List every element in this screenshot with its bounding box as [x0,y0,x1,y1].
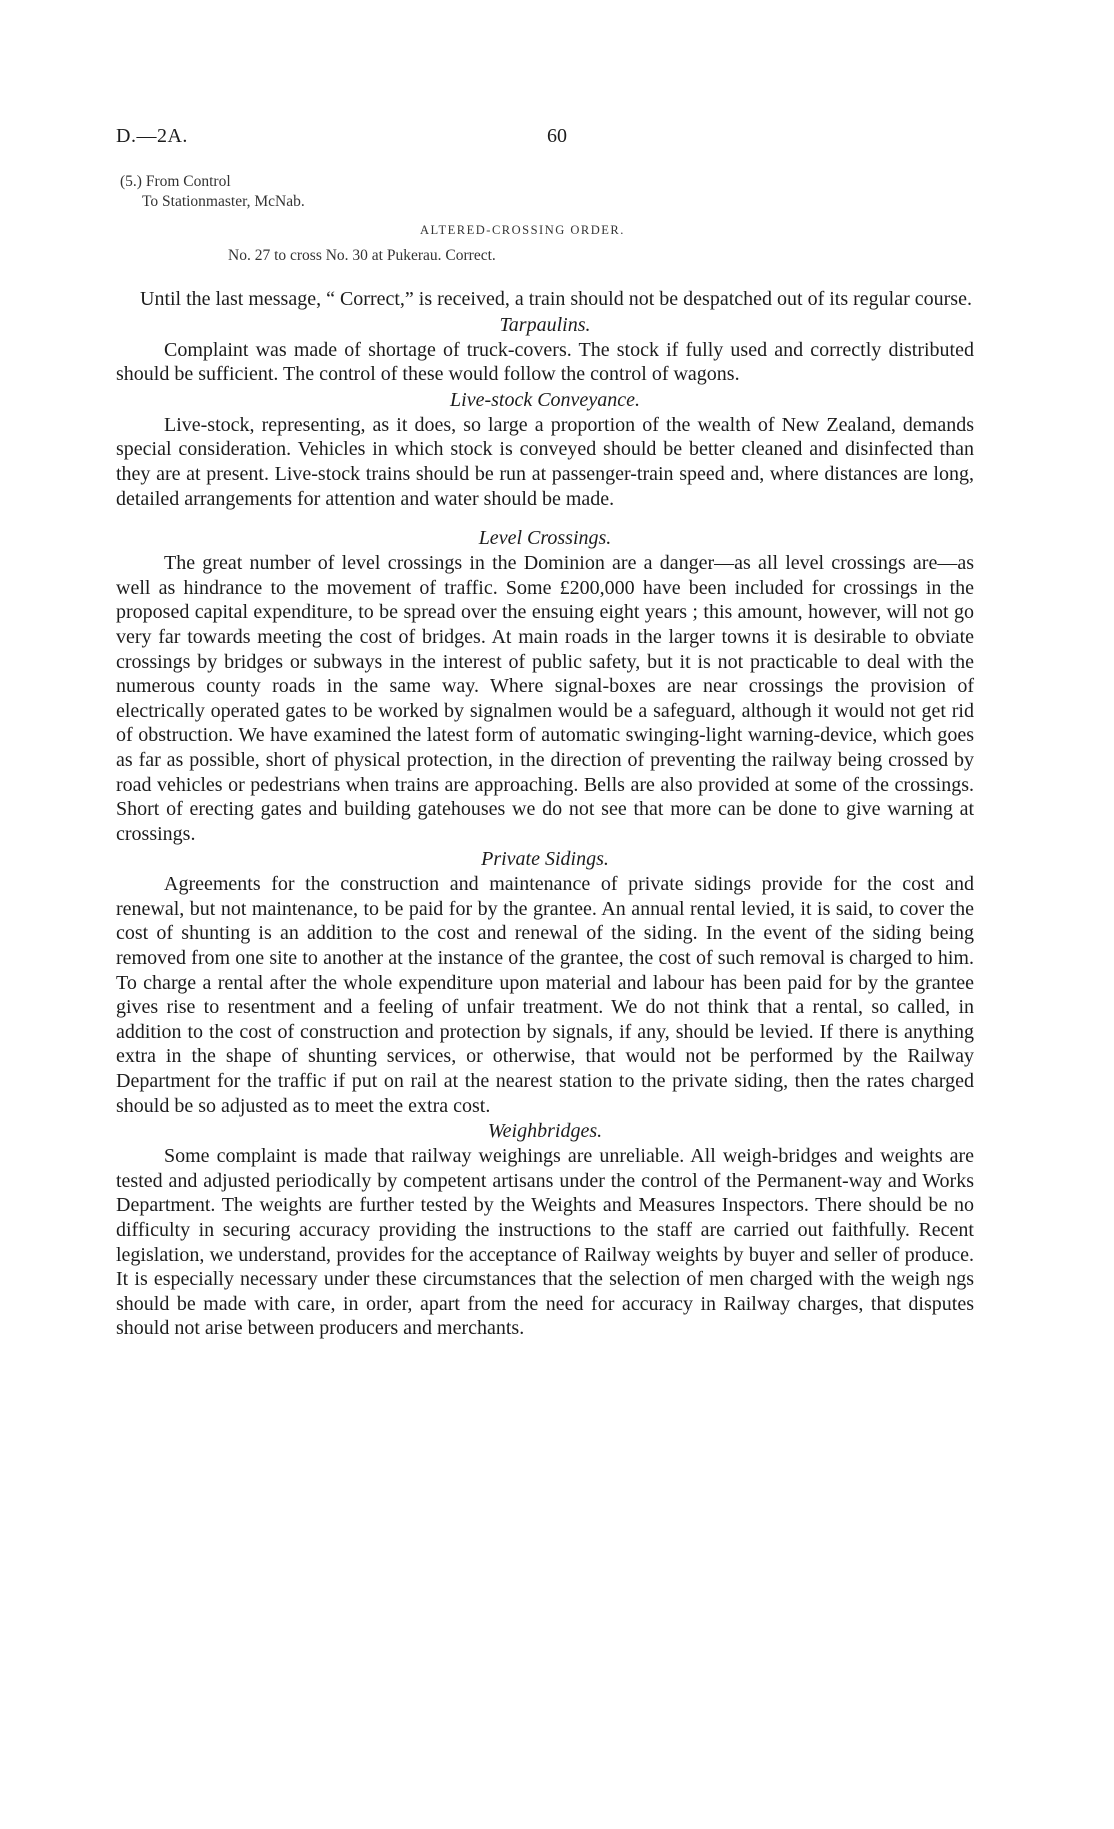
telegram-order-title: ALTERED-CROSSING ORDER. [420,223,625,237]
section-text-live-stock: Live-stock, representing, as it does, so large a proportion of the wealth of New Zealand, demands special consideration. Vehicles in which stock is conveyed should be better cleaned and disinfected than they are at present. Live-stock trains should be run at passenger-train speed and, where distances are long, detailed arrangements for attention and water should be made. [116,413,974,510]
page-number: 60 [547,125,567,147]
section-heading-live-stock: Live-stock Conveyance. [450,388,640,411]
section-heading-private-sidings: Private Sidings. [481,848,609,871]
document-body [116,287,974,1341]
section-text-weighbridges: Some complaint is made that railway weighings are unreliable. All weigh-bridges and weights are tested and adjusted periodically by competent artisans under the control of the Permanent-way and Works Department. The weights are further tested by the Weights and Measures Inspectors. There should be no difficulty in securing accuracy providing the instructions to the staff are carried out faithfully. Recent legislation, we understand, provides for the acceptance of Railway weights by buyer and seller of produce. It is especially necessary under these circumstances that the selection of men charged with the weigh ngs should be made with care, in order, apart from the need for accuracy in Railway charges, that disputes should not arise between producers and merchants. [116,1145,974,1340]
section-text-level-crossings: The great number of level crossings in the Dominion are a danger—as all level crossings are—as well as hindrance to the movement of traffic. Some £200,000 have been included for crossings in the proposed capital expenditure, to be spread over the ensuing eight years ; this amount, however, will not go very far towards meeting the cost of bridges. At main roads in the larger towns it is desirable to obviate crossings by bridges or subways in the interest of public safety, but it is not practicable to deal with the numerous county roads in the same way. Where signal-boxes are near crossings the provision of electrically operated gates to be worked by signalmen would be a safeguard, although it would not get rid of obstruction. We have examined the latest form of automatic swinging-light warning-device, which goes as far as possible, short of physical protection, in the direction of preventing the railway being crossed by road vehicles or pedestrians when trains are approaching. Bells are also provided at some of the crossings. Short of erecting gates and building gatehouses we do not see that more can be done to give warning at crossings. [116,552,974,845]
telegram-from: (5.) From Control [120,173,231,190]
section-text-tarpaulins: Complaint was made of shortage of truck-covers. The stock if fully used and correctly distributed should be sufficient. The control of these would follow the control of wagons. [116,338,974,386]
section-heading-level-crossings: Level Crossings. [478,527,612,550]
telegram-to: To Stationmaster, McNab. [142,193,305,210]
intro-paragraph: Until the last message, “ Correct,” is received, a train should not be despatched out of its regular course. [140,288,972,310]
section-heading-weighbridges: Weighbridges. [487,1120,603,1143]
section-text-private-sidings: Agreements for the construction and maintenance of private sidings provide for the cost and renewal, but not maintenance, to be paid for by the grantee. An annual rental levied, it is said, to cover the cost of shunting is an addition to the cost and renewal of the siding. In the event of the siding being removed from one site to another at the instance of the grantee, the cost of such removal is charged to him. To charge a rental after the whole expenditure upon material and labour has been paid for by the grantee gives rise to resentment and a feeling of unfair treatment. We do not think that a rental, so called, in addition to the cost of construction and protection by signals, if any, should be levied. If there is anything extra in the shape of shunting services, or otherwise, that would not be performed by the Railway Department for the traffic if put on rail at the nearest station to the private siding, then the rates charged should be so adjusted as to meet the extra cost. [116,873,974,1117]
telegram-block [120,172,1000,266]
section-heading-tarpaulins: Tarpaulins. [499,313,591,336]
page-reference: D.—2A. [116,125,188,147]
telegram-order-body: No. 27 to cross No. 30 at Pukerau. Correct. [228,247,496,264]
